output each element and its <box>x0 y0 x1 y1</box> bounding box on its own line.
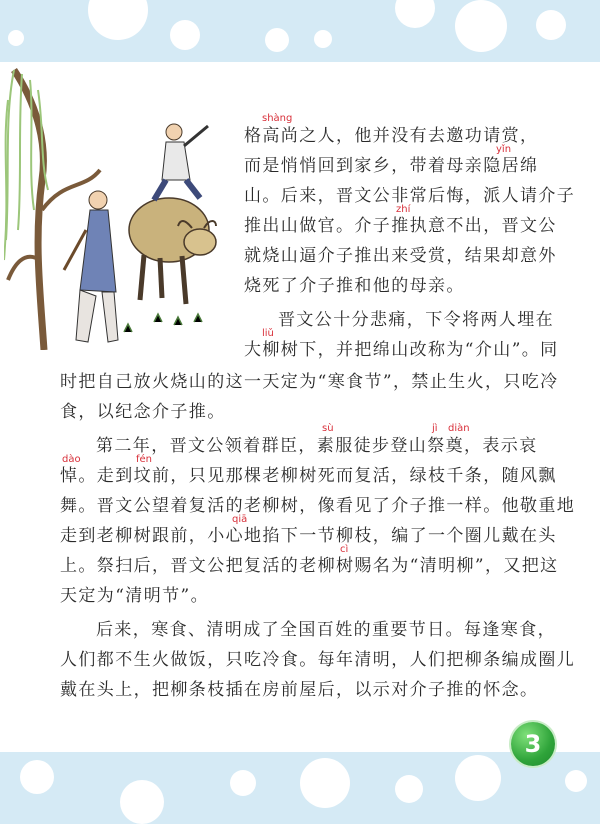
pinyin-annotation: dào <box>62 454 81 465</box>
decor-dot <box>565 770 587 792</box>
text-line: 推出山做官。介子推执意不出，晋文公 <box>244 216 557 236</box>
decor-dot <box>265 28 289 52</box>
text-line: 上。祭扫后，晋文公把复活的老柳树赐名为“清明柳”，又把这 <box>60 556 559 576</box>
pinyin-annotation: yǐn <box>496 144 512 155</box>
pinyin-annotation: diàn <box>448 423 470 434</box>
decor-dot <box>395 775 423 803</box>
text-line: 而是悄悄回到家乡，带着母亲隐居绵 <box>244 156 539 176</box>
decor-dot <box>455 0 507 52</box>
pinyin-annotation: zhí <box>396 204 411 215</box>
text-line: 天定为“清明节”。 <box>60 586 209 606</box>
page-number-badge: 3 <box>511 722 555 766</box>
text-line: 山。后来，晋文公非常后悔，派人请介子 <box>244 186 576 206</box>
text-line: 走到老柳树跟前，小心地掐下一节柳枝，编了一个圈儿戴在头 <box>60 526 557 546</box>
illustration <box>4 60 232 350</box>
text-line: 食，以纪念介子推。 <box>60 402 226 422</box>
text-line: 第二年，晋文公领着群臣，素服徒步登山祭奠，表示哀 <box>96 436 538 456</box>
text-line: 后来，寒食、清明成了全国百姓的重要节日。每逢寒食， <box>96 620 556 640</box>
decor-dot <box>170 20 200 50</box>
pinyin-annotation: qiā <box>232 514 248 525</box>
decor-dot <box>230 770 256 796</box>
decor-dot <box>455 755 501 801</box>
pinyin-annotation: shàng <box>262 113 293 124</box>
decor-dot <box>536 10 566 40</box>
decor-dot <box>395 0 435 28</box>
text-line: 晋文公十分悲痛，下令将两人埋在 <box>278 310 554 330</box>
pinyin-annotation: cì <box>340 544 349 555</box>
text-line: 就烧山逼介子推出来受赏，结果却意外 <box>244 246 557 266</box>
text-line: 烧死了介子推和他的母亲。 <box>244 276 465 296</box>
decor-dot <box>20 760 54 794</box>
text-line: 人们都不生火做饭，只吃冷食。每年清明，人们把柳条编成圈儿 <box>60 650 576 670</box>
decor-dot <box>314 30 332 48</box>
decor-dot <box>88 0 148 40</box>
text-line: 悼。走到坟前，只见那棵老柳树死而复活，绿枝千条，随风飘 <box>60 466 557 486</box>
decor-dot <box>8 30 24 46</box>
text-line: 大柳树下，并把绵山改称为“介山”。同 <box>244 340 559 360</box>
pinyin-annotation: jì <box>432 423 438 434</box>
text-line: 格高尚之人，他并没有去邀功请赏， <box>244 126 539 146</box>
pinyin-annotation: liǔ <box>262 328 274 339</box>
decor-dot <box>120 780 164 824</box>
text-line: 时把自己放火烧山的这一天定为“寒食节”，禁止生火，只吃冷 <box>60 372 559 392</box>
pinyin-annotation: sù <box>322 423 334 434</box>
decor-dot <box>300 758 350 808</box>
text-line: 戴在头上，把柳条枝插在房前屋后，以示对介子推的怀念。 <box>60 680 539 700</box>
text-line: 舞。晋文公望着复活的老柳树，像看见了介子推一样。他敬重地 <box>60 496 576 516</box>
pinyin-annotation: fén <box>136 454 153 465</box>
